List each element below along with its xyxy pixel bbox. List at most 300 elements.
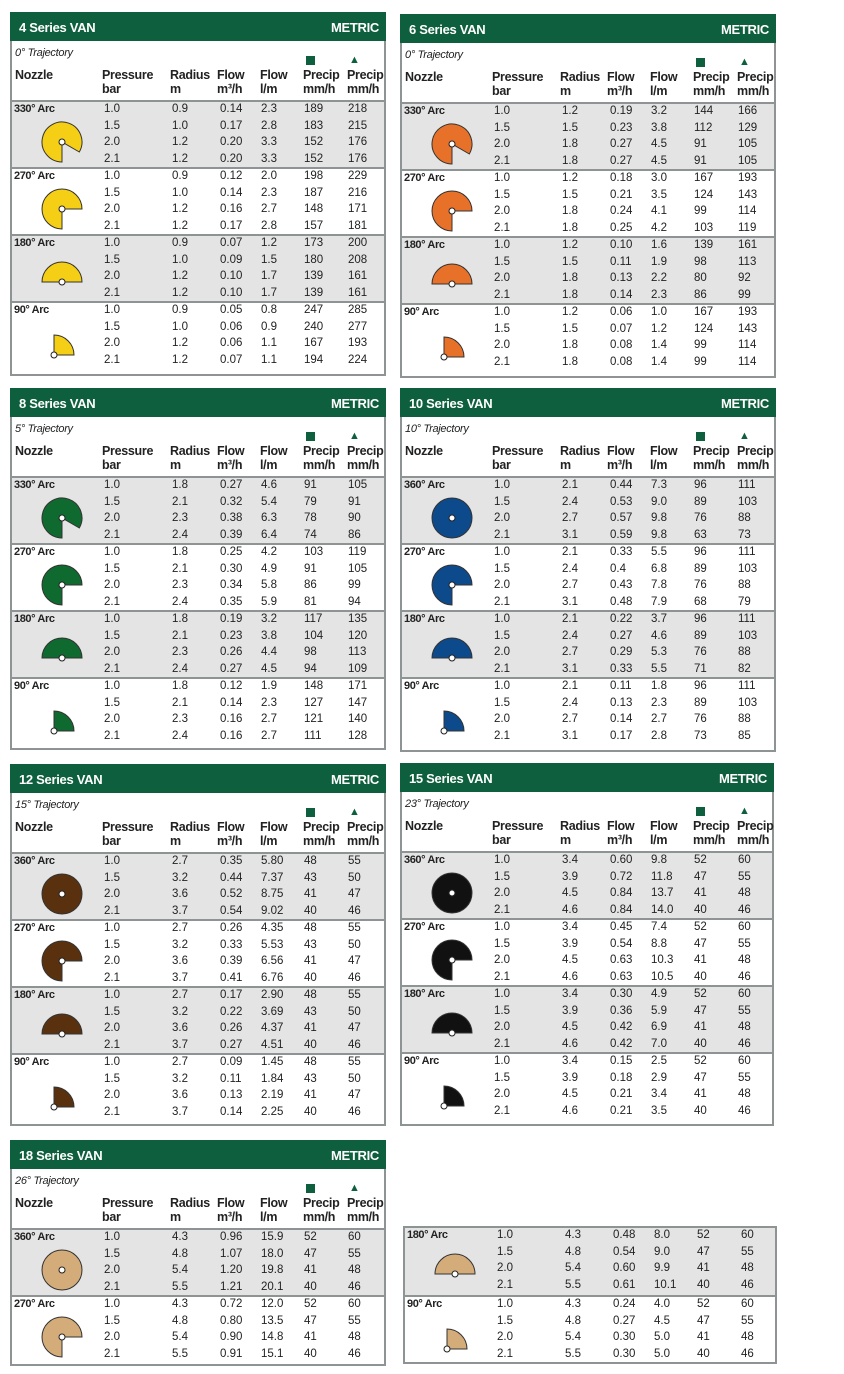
table-cell: 1.5 — [494, 1071, 510, 1084]
table-cell: 1.5 — [104, 629, 120, 642]
arc-label: 270° Arc — [14, 170, 55, 182]
table-cell: 121 — [304, 713, 324, 726]
table-cell: 148 — [304, 203, 324, 216]
table-cell: 0.4 — [610, 562, 626, 575]
table-cell: 0.08 — [610, 339, 633, 352]
table-cell: 60 — [741, 1229, 754, 1241]
arc-label: 330° Arc — [14, 103, 55, 115]
table-cell: 2.1 — [104, 219, 120, 232]
precip-tri-column-header — [347, 1196, 383, 1224]
table-cell: 0.9 — [172, 170, 188, 182]
arc-label: 90° Arc — [404, 680, 439, 692]
nozzle-column-header: Nozzle — [405, 70, 443, 84]
pressure-column-header — [102, 1196, 153, 1224]
column-title: Radius — [560, 444, 600, 458]
column-unit: m — [170, 1210, 181, 1224]
table-cell: 47 — [348, 955, 361, 968]
column-unit: m³/h — [607, 833, 633, 847]
table-cell: 3.6 — [172, 888, 188, 901]
table-cell: 3.7 — [172, 1105, 188, 1118]
table-cell: 2.7 — [172, 989, 188, 1001]
table-cell: 2.7 — [562, 579, 578, 592]
column-unit: m — [560, 458, 571, 472]
table-row — [402, 528, 774, 545]
table-cell: 1.5 — [497, 1314, 513, 1327]
table-cell: 6.9 — [651, 1021, 667, 1034]
table-cell: 183 — [304, 119, 324, 132]
table-cell: 89 — [694, 629, 707, 642]
table-cell: 1.2 — [651, 322, 667, 335]
table-cell: 1.0 — [494, 105, 510, 117]
table-cell: 4.2 — [651, 221, 667, 234]
table-cell: 48 — [741, 1262, 754, 1275]
table-cell: 96 — [694, 479, 707, 491]
column-title: Pressure — [492, 70, 544, 84]
arc-group — [402, 985, 772, 1054]
flow-lm-column-header — [260, 68, 287, 96]
table-cell: 0.53 — [610, 495, 633, 508]
table-cell: 2.3 — [651, 696, 667, 709]
table-cell: 7.37 — [261, 871, 284, 884]
table-cell: 2.4 — [172, 528, 188, 541]
column-title: Radius — [170, 444, 210, 458]
table-cell: 3.4 — [562, 1055, 578, 1067]
table-cell: 1.5 — [104, 696, 120, 709]
column-unit: mm/h — [303, 82, 336, 96]
table-row — [402, 137, 774, 154]
flow-m3h-column-header — [217, 68, 244, 96]
table-cell: 1.0 — [494, 239, 510, 251]
table-cell: 1.5 — [104, 1005, 120, 1018]
table-cell: 0.84 — [610, 887, 633, 900]
table-cell: 6.56 — [261, 955, 284, 968]
table-cell: 52 — [694, 854, 707, 866]
table-row — [12, 871, 384, 888]
table-cell: 48 — [304, 989, 317, 1001]
table-cell: 103 — [694, 221, 714, 234]
table-cell: 1.0 — [494, 306, 510, 318]
table-row — [12, 169, 384, 186]
table-cell: 3.4 — [562, 854, 578, 866]
table-cell: 0.10 — [220, 270, 243, 283]
table-cell: 2.0 — [104, 1331, 120, 1344]
table-cell: 1.5 — [562, 121, 578, 134]
table-row — [12, 320, 384, 337]
table-cell: 52 — [694, 1055, 707, 1067]
table-row — [12, 1055, 384, 1072]
table-cell: 1.5 — [104, 495, 120, 508]
table-row — [12, 938, 384, 955]
table-cell: 1.0 — [494, 921, 510, 933]
table-cell: 2.0 — [494, 1088, 510, 1101]
table-row — [12, 336, 384, 353]
table-cell: 88 — [738, 579, 751, 592]
column-unit: bar — [102, 82, 121, 96]
table-cell: 1.5 — [494, 255, 510, 268]
table-cell: 46 — [348, 971, 361, 984]
table-cell: 7.4 — [651, 921, 667, 933]
table-cell: 3.7 — [172, 904, 188, 917]
table-cell: 167 — [694, 172, 714, 184]
table-row — [12, 679, 384, 696]
table-cell: 2.3 — [172, 646, 188, 659]
table-cell: 52 — [697, 1298, 710, 1310]
nozzle-column-header: Nozzle — [405, 819, 443, 833]
radius-column-header — [560, 444, 600, 472]
table-cell: 4.6 — [562, 1037, 578, 1050]
table-cell: 3.1 — [562, 729, 578, 742]
square-spacing-icon — [696, 807, 705, 816]
table-cell: 2.2 — [651, 272, 667, 285]
table-cell: 2.1 — [104, 904, 120, 917]
arc-group — [402, 543, 774, 612]
table-cell: 2.0 — [104, 713, 120, 726]
table-cell: 1.5 — [494, 937, 510, 950]
table-cell: 2.8 — [261, 119, 277, 132]
table-cell: 2.4 — [562, 495, 578, 508]
table-cell: 0.26 — [220, 646, 243, 659]
table-header-bar — [400, 14, 776, 43]
arc-label: 360° Arc — [14, 1231, 55, 1243]
nozzle-column-header: Nozzle — [15, 1196, 53, 1210]
table-cell: 10.1 — [654, 1278, 677, 1291]
table-cell: 1.0 — [494, 546, 510, 558]
column-unit: l/m — [260, 458, 278, 472]
column-unit: l/m — [260, 1210, 278, 1224]
table-cell: 1.5 — [104, 1247, 120, 1260]
table-cell: 2.1 — [494, 595, 510, 608]
series-title: 18 Series VAN — [19, 1148, 103, 1163]
arc-label: 90° Arc — [404, 1055, 439, 1067]
precip-tri-column-header — [737, 819, 773, 847]
table-cell: 1.8 — [562, 138, 578, 151]
table-cell: 0.27 — [613, 1314, 636, 1327]
table-cell: 117 — [304, 613, 323, 625]
table-cell: 47 — [348, 888, 361, 901]
table-cell: 1.1 — [261, 353, 277, 366]
table-cell: 2.0 — [104, 337, 120, 350]
table-cell: 5.5 — [172, 1280, 188, 1293]
table-cell: 2.3 — [172, 512, 188, 525]
table-cell: 167 — [694, 306, 714, 318]
table-row — [12, 1005, 384, 1022]
column-unit: bar — [102, 1210, 121, 1224]
table-cell: 0.39 — [220, 528, 243, 541]
table-cell: 3.1 — [562, 528, 578, 541]
table-cell: 76 — [694, 512, 707, 525]
table-cell: 0.33 — [610, 546, 633, 558]
table-cell: 2.1 — [494, 221, 510, 234]
table-cell: 2.1 — [172, 629, 188, 642]
table-cell: 1.7 — [261, 286, 277, 299]
table-cell: 0.33 — [220, 938, 243, 951]
table-cell: 0.09 — [220, 1056, 243, 1068]
table-cell: 91 — [694, 154, 707, 167]
table-cell: 0.45 — [610, 921, 633, 933]
table-cell: 0.54 — [613, 1245, 636, 1258]
table-cell: 5.9 — [651, 1004, 667, 1017]
table-cell: 1.0 — [104, 1298, 120, 1310]
table-cell: 1.8 — [651, 680, 667, 692]
table-cell: 2.1 — [562, 680, 578, 692]
table-cell: 3.6 — [172, 955, 188, 968]
table-row — [402, 1020, 772, 1037]
table-cell: 7.8 — [651, 579, 667, 592]
table-cell: 2.1 — [104, 286, 120, 299]
table-cell: 1.2 — [172, 270, 188, 283]
precip-sq-column-header — [303, 444, 339, 472]
table-cell: 103 — [738, 629, 758, 642]
table-cell: 40 — [304, 1038, 317, 1051]
table-cell: 0.13 — [610, 272, 633, 285]
table-cell: 139 — [304, 286, 324, 299]
table-cell: 50 — [348, 1005, 361, 1018]
table-cell: 0.07 — [220, 237, 243, 249]
table-cell: 2.7 — [562, 646, 578, 659]
precip-tri-column-header — [347, 444, 383, 472]
table-cell: 0.63 — [610, 970, 633, 983]
table-cell: 2.1 — [494, 903, 510, 916]
table-cell: 3.5 — [651, 1104, 667, 1117]
table-cell: 1.2 — [562, 105, 578, 117]
table-row — [12, 1314, 384, 1331]
table-cell: 1.8 — [562, 339, 578, 352]
arc-label: 180° Arc — [404, 239, 445, 251]
table-cell: 1.0 — [494, 479, 510, 491]
table-cell: 1.5 — [494, 696, 510, 709]
table-cell: 52 — [304, 1298, 317, 1310]
table-cell: 40 — [694, 970, 707, 983]
arc-group — [402, 851, 772, 920]
precip-tri-column-header — [737, 70, 773, 98]
table-cell: 3.2 — [651, 105, 667, 117]
table-cell: 40 — [694, 903, 707, 916]
table-cell: 0.21 — [610, 188, 633, 201]
column-unit: m³/h — [217, 82, 243, 96]
table-row — [402, 188, 774, 205]
table-cell: 2.19 — [261, 1089, 284, 1102]
table-cell: 4.8 — [172, 1247, 188, 1260]
table-row — [402, 1037, 772, 1054]
table-cell: 0.27 — [610, 629, 633, 642]
table-cell: 109 — [348, 662, 368, 675]
table-cell: 43 — [304, 1072, 317, 1085]
column-title: Pressure — [102, 68, 154, 82]
column-unit: l/m — [260, 834, 278, 848]
table-cell: 2.0 — [494, 512, 510, 525]
table-cell: 10.5 — [651, 970, 674, 983]
table-cell: 1.0 — [172, 186, 188, 199]
table-cell: 5.5 — [565, 1347, 581, 1360]
column-title: Flow — [217, 444, 245, 458]
table-cell: 1.4 — [651, 355, 667, 368]
table-cell: 1.8 — [172, 613, 188, 625]
column-unit: mm/h — [347, 834, 380, 848]
table-cell: 0.48 — [613, 1229, 636, 1241]
table-cell: 103 — [738, 562, 758, 575]
column-title: Flow — [217, 68, 245, 82]
table-cell: 46 — [348, 904, 361, 917]
table-cell: 3.4 — [562, 988, 578, 1000]
table-cell: 50 — [348, 1072, 361, 1085]
column-title: Precip — [693, 444, 730, 458]
table-cell: 2.1 — [172, 562, 188, 575]
table-cell: 1.0 — [497, 1229, 513, 1241]
table-cell: 3.3 — [261, 152, 277, 165]
table-cell: 0.14 — [220, 186, 243, 199]
table-cell: 4.3 — [172, 1231, 188, 1243]
trajectory-label: 0° Trajectory — [405, 49, 463, 61]
table-cell: 0.34 — [220, 579, 243, 592]
table-cell: 0.27 — [220, 662, 243, 675]
table-cell: 0.35 — [220, 595, 243, 608]
table-cell: 3.2 — [172, 1005, 188, 1018]
table-row — [402, 154, 774, 171]
column-title: Pressure — [492, 819, 544, 833]
flow-lm-column-header — [260, 820, 287, 848]
table-cell: 7.0 — [651, 1037, 667, 1050]
table-cell: 2.7 — [261, 713, 277, 726]
table-cell: 4.51 — [261, 1038, 284, 1051]
table-cell: 1.8 — [172, 680, 188, 692]
table-cell: 46 — [741, 1347, 754, 1360]
column-title: Precip — [347, 68, 384, 82]
table-cell: 124 — [694, 322, 714, 335]
table-cell: 2.1 — [494, 288, 510, 301]
nozzle-table-18series — [10, 1140, 386, 1366]
table-cell: 0.24 — [610, 205, 633, 218]
table-cell: 2.4 — [562, 629, 578, 642]
table-cell: 47 — [694, 870, 707, 883]
trajectory-label: 15° Trajectory — [15, 799, 79, 811]
table-cell: 176 — [348, 136, 368, 149]
table-row — [12, 286, 384, 303]
table-cell: 0.27 — [220, 479, 243, 491]
column-unit: m — [170, 834, 181, 848]
table-cell: 14.8 — [261, 1331, 284, 1344]
arc-label: 330° Arc — [404, 105, 445, 117]
column-unit: m³/h — [607, 458, 633, 472]
column-unit: bar — [492, 833, 511, 847]
table-cell: 218 — [348, 103, 368, 115]
table-cell: 127 — [304, 696, 324, 709]
table-row — [402, 920, 772, 937]
table-cell: 1.8 — [562, 154, 578, 167]
arc-group — [12, 919, 384, 988]
column-unit: mm/h — [693, 833, 726, 847]
table-cell: 71 — [694, 662, 707, 675]
table-cell: 2.1 — [104, 971, 120, 984]
table-cell: 2.0 — [104, 270, 120, 283]
table-cell: 128 — [348, 729, 368, 742]
column-title: Pressure — [102, 1196, 154, 1210]
table-cell: 0.18 — [610, 172, 633, 184]
table-cell: 0.05 — [220, 304, 243, 316]
table-row — [12, 236, 384, 253]
table-cell: 50 — [348, 938, 361, 951]
table-cell: 2.3 — [261, 103, 277, 115]
table-row — [402, 870, 772, 887]
table-cell: 2.3 — [261, 186, 277, 199]
table-cell: 0.17 — [220, 119, 243, 132]
table-cell: 0.90 — [220, 1331, 243, 1344]
arc-label: 360° Arc — [404, 479, 445, 491]
table-cell: 1.84 — [261, 1072, 284, 1085]
table-row — [12, 219, 384, 236]
table-row — [402, 104, 774, 121]
table-cell: 41 — [694, 954, 707, 967]
table-cell: 1.2 — [562, 306, 578, 318]
arc-label: 180° Arc — [14, 613, 55, 625]
table-row — [12, 629, 384, 646]
table-cell: 0.09 — [220, 253, 243, 266]
table-cell: 1.2 — [261, 237, 277, 249]
table-cell: 46 — [738, 1037, 751, 1050]
table-row — [402, 271, 774, 288]
table-row — [402, 305, 774, 322]
column-title: Precip — [737, 70, 774, 84]
table-cell: 86 — [348, 528, 361, 541]
table-row — [12, 186, 384, 203]
table-cell: 1.5 — [494, 121, 510, 134]
table-cell: 0.16 — [220, 713, 243, 726]
table-cell: 2.7 — [172, 1056, 188, 1068]
table-cell: 229 — [348, 170, 368, 182]
table-cell: 47 — [694, 1004, 707, 1017]
table-cell: 0.12 — [220, 170, 243, 182]
radius-column-header — [170, 820, 210, 848]
table-cell: 6.3 — [261, 512, 277, 525]
table-cell: 4.6 — [562, 970, 578, 983]
table-cell: 3.1 — [562, 595, 578, 608]
column-unit: mm/h — [303, 1210, 336, 1224]
table-cell: 9.8 — [651, 512, 667, 525]
flow-m3h-column-header — [607, 444, 634, 472]
table-cell: 2.7 — [261, 729, 277, 742]
table-cell: 1.5 — [104, 253, 120, 266]
table-cell: 41 — [304, 1089, 317, 1102]
table-cell: 12.0 — [261, 1298, 284, 1310]
table-cell: 1.0 — [494, 613, 510, 625]
table-cell: 10.3 — [651, 954, 674, 967]
table-cell: 63 — [694, 528, 707, 541]
arc-label: 270° Arc — [404, 921, 445, 933]
table-cell: 111 — [738, 479, 756, 491]
table-cell: 48 — [738, 887, 751, 900]
table-cell: 129 — [738, 121, 758, 134]
table-cell: 2.7 — [261, 203, 277, 216]
table-cell: 111 — [738, 613, 756, 625]
table-cell: 0.19 — [610, 105, 633, 117]
arc-label: 180° Arc — [404, 988, 445, 1000]
table-row — [402, 238, 774, 255]
table-row — [12, 971, 384, 988]
table-header-bar — [10, 764, 386, 793]
table-cell: 5.4 — [172, 1264, 188, 1277]
table-cell: 9.02 — [261, 904, 284, 917]
table-cell: 193 — [348, 337, 368, 350]
table-row — [12, 528, 384, 545]
table-cell: 60 — [738, 854, 751, 866]
arc-label: 90° Arc — [14, 680, 49, 692]
column-title: Precip — [693, 819, 730, 833]
table-cell: 1.5 — [562, 255, 578, 268]
table-cell: 1.2 — [172, 353, 188, 366]
table-cell: 55 — [348, 989, 361, 1001]
table-cell: 135 — [348, 613, 368, 625]
table-cell: 2.3 — [651, 288, 667, 301]
table-cell: 4.5 — [651, 154, 667, 167]
